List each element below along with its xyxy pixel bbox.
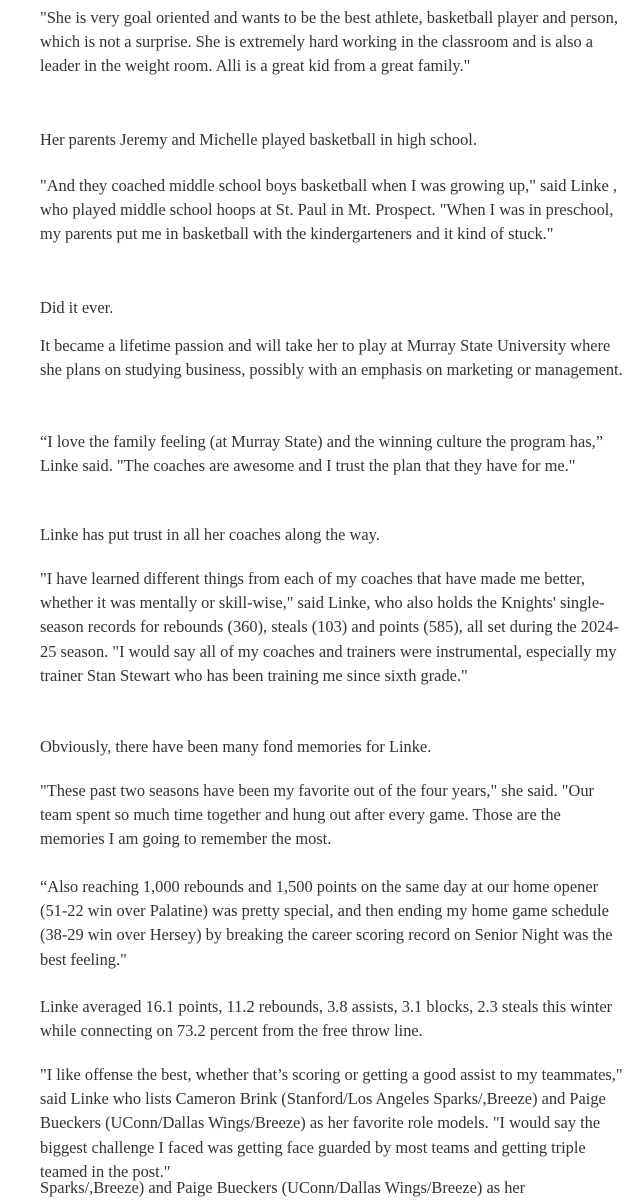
- paragraph-offense-role-models: "I like offense the best, whether that’s scoring or getting a good assist to my teammates," said Linke who lists Cameron Brink (Stanford/Los Angeles Sparks/,Breeze) and Paige Bueckers (UConn/Dallas Wings/Breeze) as her favorite role models. "I would say the biggest challenge I faced was getting face guarded by most teams and getting triple teamed in the post.": [40, 1065, 623, 1181]
- paragraph-coach-quote: "She is very goal oriented and wants to be the best athlete, basketball player and person, which is not a surprise. She is extremely hard working in the classroom and is also a leader in the weight room. Alli is a great kid from a great family.": [40, 8, 618, 76]
- paragraph-fond-memories: Obviously, there have been many fond memories for Linke.: [40, 737, 432, 756]
- partial-next-line-text: Sparks/,Breeze) and Paige Bueckers (UConn/Dallas Wings/Breeze) as her: [40, 1178, 526, 1197]
- paragraph-trust-coaches: Linke has put trust in all her coaches along the way.: [40, 525, 380, 544]
- paragraph-learned-from-coaches: "I have learned different things from each of my coaches that have made me better, whether it was mentally or skill-wise," said Linke, who also holds the Knights' single-season records for rebounds (360), steals (103) and points (585), all set during the 2024-25 season. "I would say all of my coaches and trainers were instrumental, especially my trainer Stan Stewart who has been training me since sixth grade.": [40, 569, 620, 685]
- paragraph-season-averages: Linke averaged 16.1 points, 11.2 rebounds, 3.8 assists, 3.1 blocks, 2.3 steals this winter while connecting on 73.2 percent from the free throw line.: [40, 997, 613, 1041]
- paragraph-favorite-seasons: "These past two seasons have been my favorite out of the four years," she said. "Our team spent so much time together and hung out after every game. Those are the memories I am going to remember the most.: [40, 781, 594, 849]
- partial-next-line: [40, 1178, 624, 1200]
- paragraph-milestones: “Also reaching 1,000 rebounds and 1,500 points on the same day at our home opener (51-22 win over Palatine) was pretty special, and then ending my home game schedule (38-29 win over Hersey) by breaking the career scoring record on Senior Night was the best feeling.": [40, 877, 613, 969]
- paragraph-parents: Her parents Jeremy and Michelle played basketball in high school.: [40, 130, 477, 149]
- paragraph-coached-middle-school: "And they coached middle school boys basketball when I was growing up," said Linke , who played middle school hoops at St. Paul in Mt. Prospect. "When I was in preschool, my parents put me in basketball with the kindergarteners and it kind of stuck.": [40, 176, 617, 244]
- paragraph-murray-state-quote: “I love the family feeling (at Murray State) and the winning culture the program has,” Linke said. "The coaches are awesome and I trust the plan that they have for me.": [40, 432, 604, 476]
- paragraph-did-it-ever: Did it ever.: [40, 298, 114, 317]
- paragraph-lifetime-passion: It became a lifetime passion and will take her to play at Murray State University where she plans on studying business, possibly with an emphasis on marketing or management.: [40, 336, 623, 380]
